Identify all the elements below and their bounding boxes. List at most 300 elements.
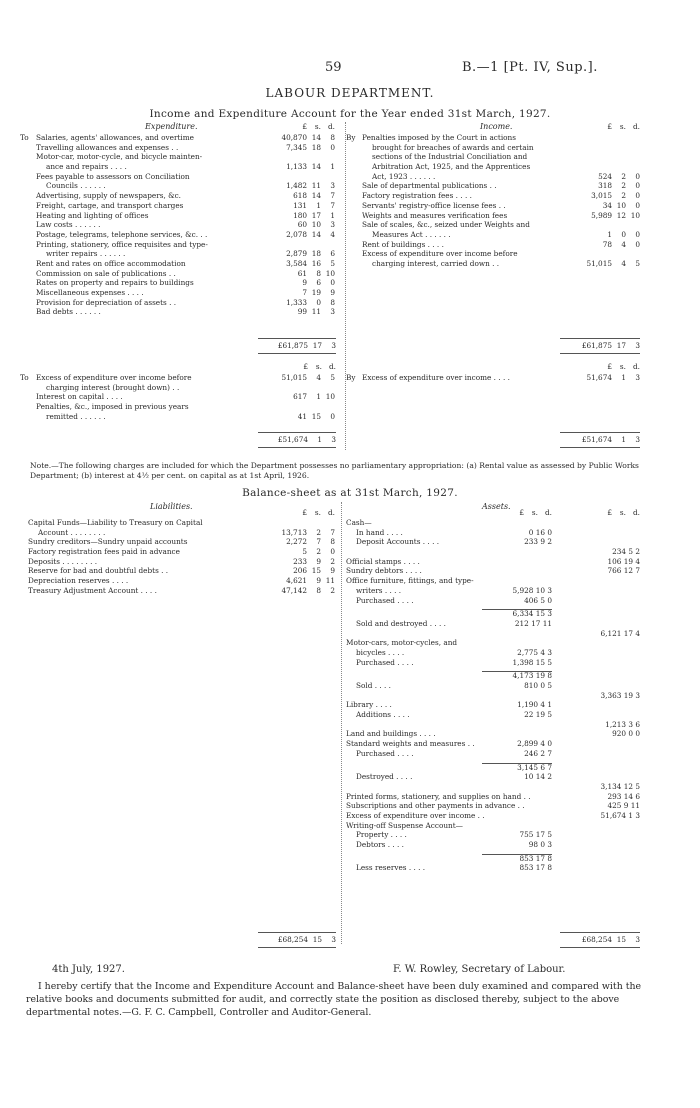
amount-pounds: 7,345 — [286, 142, 307, 152]
row-label: Official stamps . . . . — [346, 556, 420, 566]
account-row — [36, 249, 335, 259]
amount-pounds: 99 — [297, 307, 307, 317]
amount-pence: 0 — [635, 171, 640, 181]
asset-row — [346, 691, 640, 701]
amount-pence: 0 — [330, 411, 335, 421]
outer-amount: 1,213 3 6 — [605, 719, 640, 729]
amount-shillings: 1 — [316, 392, 321, 402]
row-label: Act, 1923 . . . . . . — [372, 171, 436, 181]
amount-pence: 9 — [330, 566, 335, 576]
row-label: Rates on property and repairs to buildings — [36, 278, 194, 288]
row-label: Purchased . . . . — [356, 595, 414, 605]
inc2-total: £51,674 1 3 — [581, 435, 640, 444]
account-row — [362, 172, 640, 182]
row-label: Factory registration fees . . . . — [362, 191, 472, 201]
amount-shillings: 0 — [316, 297, 321, 307]
amount-pence: 3 — [330, 220, 335, 230]
expenditure-heading: Expenditure. — [145, 122, 198, 131]
asset-row — [346, 821, 640, 831]
row-label: Account . . . . . . . . — [38, 527, 106, 537]
account-row — [362, 143, 640, 153]
account-row — [36, 373, 335, 383]
outer-amount: 766 12 7 — [607, 566, 640, 576]
inner-amount: 98 0 3 — [528, 840, 552, 849]
row-label: Capital Funds—Liability to Treasury on Capital — [28, 518, 203, 527]
amount-pounds: 51,015 — [281, 373, 307, 382]
account-row — [36, 220, 335, 230]
row-label: Rent and rates on office accommodation — [36, 258, 186, 268]
row-label: Factory registration fees paid in advance — [28, 547, 180, 557]
department-title: LABOUR DEPARTMENT. — [265, 86, 435, 100]
row-label: ance and repairs . . . . — [46, 162, 127, 172]
amount-shillings: 19 — [311, 288, 321, 297]
amount-pounds: 1,482 — [286, 181, 307, 191]
amount-shillings: 1 — [621, 373, 626, 382]
amount-pounds: 1 — [607, 229, 612, 239]
asset-row — [346, 720, 640, 730]
amount-shillings: 0 — [621, 229, 626, 239]
outer-amount: 234 5 2 — [612, 547, 640, 557]
asset-row — [346, 518, 640, 528]
assets-list — [346, 518, 640, 873]
row-label: Excess of expenditure over income before — [362, 249, 518, 259]
row-label: charging interest, carried down . . — [372, 258, 500, 268]
amount-pence: 0 — [635, 191, 640, 201]
inner-amount: 4,173 19 8 — [512, 671, 552, 681]
row-label: Property . . . . — [356, 830, 407, 840]
row-label: Motor-car, motor-cycle, and bicycle mainten- — [36, 152, 203, 162]
account-row — [36, 259, 335, 269]
asset-row — [346, 710, 640, 720]
row-label: Sundry creditors—Sundry unpaid accounts — [28, 537, 188, 547]
account-row — [36, 201, 335, 211]
income-heading: Income. — [480, 122, 513, 131]
inner-amount: 755 17 5 — [519, 830, 552, 840]
account-row — [36, 307, 335, 317]
row-label: Heating and lighting of offices — [36, 210, 149, 220]
amount-pence: 7 — [330, 191, 335, 201]
amount-shillings: 11 — [311, 181, 321, 191]
amount-shillings: 2 — [316, 527, 321, 537]
liabilities-list — [28, 518, 335, 596]
account-row — [36, 298, 335, 308]
amount-pence: 5 — [330, 258, 335, 268]
amount-pounds: 206 — [293, 566, 307, 576]
amount-pounds: 233 — [293, 556, 307, 566]
amount-shillings: 11 — [311, 307, 321, 317]
total-rule — [560, 353, 640, 354]
inc2-lsd-header: £ s. d. — [607, 362, 640, 371]
row-label: In hand . . . . — [356, 527, 403, 537]
row-label: Purchased . . . . — [356, 657, 414, 667]
inner-amount: 3,145 6 7 — [517, 762, 552, 772]
row-label: Arbitration Act, 1925, and the Apprentices — [372, 162, 531, 172]
row-label: Provision for depreciation of assets . . — [36, 297, 177, 307]
amount-pounds: 78 — [602, 239, 612, 249]
total-rule — [560, 447, 640, 448]
liabilities-heading: Liabilities. — [150, 502, 193, 511]
inner-amount: 406 5 0 — [524, 595, 552, 605]
amount-shillings: 2 — [621, 171, 626, 181]
amount-shillings: 17 — [311, 210, 321, 220]
amount-shillings: 4 — [621, 258, 626, 268]
row-label: Measures Act . . . . . . — [372, 229, 451, 239]
amount-pence: 1 — [330, 162, 335, 172]
row-label: Penalties, &c., imposed in previous years — [36, 402, 189, 412]
row-label: Fees payable to assessors on Conciliation — [36, 171, 190, 181]
amount-shillings: 8 — [316, 585, 321, 595]
outer-amount: 425 9 11 — [607, 801, 640, 811]
liab-lsd-header: £ s. d. — [302, 508, 335, 517]
account-row — [36, 240, 335, 250]
to-prefix: To — [20, 133, 29, 142]
total-rule — [258, 947, 336, 948]
amount-pence: 3 — [330, 307, 335, 317]
account-row — [28, 528, 335, 538]
amount-pence: 10 — [325, 392, 335, 402]
account-row — [28, 576, 335, 586]
account-row — [36, 230, 335, 240]
asset-row — [346, 681, 640, 691]
asset-row — [346, 629, 640, 639]
amount-pence: 3 — [635, 373, 640, 382]
row-label: Servants' registry-office license fees . . — [362, 200, 506, 210]
asset-row — [346, 772, 640, 782]
inner-amount: 212 17 11 — [514, 618, 552, 628]
amount-pounds: 5,989 — [591, 210, 612, 220]
income-expenditure-title: Income and Expenditure Account for the Year ended 31st March, 1927. — [149, 108, 551, 120]
row-label: Purchased . . . . — [356, 748, 414, 758]
document-reference: B.—1 [Pt. IV, Sup.]. — [462, 60, 598, 75]
amount-pounds: 618 — [293, 191, 307, 201]
account-row — [362, 181, 640, 191]
amount-pence: 3 — [330, 181, 335, 191]
inner-amount: 1,398 15 5 — [512, 657, 552, 667]
row-label: Additions . . . . — [356, 710, 410, 720]
account-row — [362, 191, 640, 201]
row-label: Salaries, agents' allowances, and overtime — [36, 133, 194, 142]
row-label: Library . . . . — [346, 700, 392, 710]
asset-row — [346, 566, 640, 576]
account-row — [36, 152, 335, 162]
row-label: Excess of expenditure over income . . . . — [362, 373, 510, 382]
amount-pence: 4 — [330, 229, 335, 239]
account-row — [362, 249, 640, 259]
account-row — [36, 278, 335, 288]
inc-total: £61,875 17 3 — [581, 341, 640, 350]
amount-pounds: 51,674 — [586, 373, 612, 382]
account-row — [362, 220, 640, 230]
balance-sheet-title: Balance-sheet as at 31st March, 1927. — [242, 487, 458, 499]
amount-shillings: 9 — [316, 576, 321, 586]
row-label: Deposits . . . . . . . . — [28, 556, 98, 566]
asset-row — [346, 863, 640, 873]
amount-pounds: 40,870 — [281, 133, 307, 142]
amount-pounds: 7 — [302, 288, 307, 297]
row-label: Commission on sale of publications . . — [36, 268, 176, 278]
amount-shillings: 18 — [311, 142, 321, 152]
amount-pounds: 524 — [598, 171, 612, 181]
row-label: Treasury Adjustment Account . . . . — [28, 585, 157, 595]
row-label: remitted . . . . . . — [46, 411, 106, 421]
account-row — [36, 402, 335, 412]
inner-amount: 2,775 4 3 — [517, 647, 552, 657]
row-label: Reserve for bad and doubtful debts . . — [28, 566, 169, 576]
amount-pounds: 5 — [302, 547, 307, 557]
row-label: Sale of scales, &c., seized under Weights and — [362, 220, 530, 230]
amount-pence: 9 — [330, 288, 335, 297]
total-rule — [258, 432, 336, 433]
account-row — [28, 586, 335, 596]
amount-pence: 10 — [630, 210, 640, 220]
row-label: writers . . . . — [356, 585, 402, 595]
amount-pence: 0 — [635, 229, 640, 239]
account-row — [36, 269, 335, 279]
amount-shillings: 2 — [621, 181, 626, 191]
page-number: 59 — [325, 60, 342, 75]
account-row — [36, 191, 335, 201]
amount-pounds: 180 — [293, 210, 307, 220]
amount-shillings: 4 — [621, 239, 626, 249]
total-rule — [560, 432, 640, 433]
row-label: Rent of buildings . . . . — [362, 239, 444, 249]
amount-pence: 1 — [330, 210, 335, 220]
row-label: Writing-off Suspense Account— — [346, 820, 463, 830]
row-label: brought for breaches of awards and certain — [372, 142, 534, 152]
account-row — [36, 211, 335, 221]
row-label: Sold . . . . — [356, 681, 391, 690]
amount-pence: 7 — [330, 527, 335, 537]
amount-pence: 5 — [635, 258, 640, 268]
signatory: F. W. Rowley, Secretary of Labour. — [393, 964, 566, 975]
outer-amount: 920 0 0 — [612, 729, 640, 739]
outer-amount: 3,134 12 5 — [600, 781, 640, 791]
asset-row — [346, 782, 640, 792]
amount-pounds: 41 — [297, 411, 307, 421]
amount-pounds: 3,015 — [591, 191, 612, 201]
account-row — [36, 392, 335, 402]
asset-row — [346, 537, 640, 547]
account-row — [36, 181, 335, 191]
inner-amount: 853 17 8 — [519, 863, 552, 873]
account-row — [362, 162, 640, 172]
asset-row — [346, 830, 640, 840]
amount-pounds: 4,621 — [286, 576, 307, 586]
total-rule — [258, 932, 336, 933]
amount-pounds: 60 — [297, 220, 307, 230]
amount-pounds: 9 — [302, 278, 307, 288]
amount-shillings: 12 — [616, 210, 626, 220]
amount-pounds: 2,879 — [286, 249, 307, 259]
assets-outer-lsd-header: £ s. d. — [607, 508, 640, 517]
row-label: Sold and destroyed . . . . — [356, 618, 446, 628]
amount-pounds: 617 — [293, 392, 307, 402]
amount-pounds: 61 — [297, 268, 307, 278]
account-row — [28, 518, 335, 528]
row-label: Standard weights and measures . . — [346, 739, 475, 749]
amount-pounds: 13,713 — [281, 527, 307, 537]
row-label: Excess of expenditure over income before — [36, 373, 192, 382]
asset-row — [346, 619, 640, 629]
inc-lsd-header: £ s. d. — [607, 122, 640, 131]
row-label: sections of the Industrial Conciliation and — [372, 152, 528, 162]
exp-total: £61,875 17 3 — [277, 341, 336, 350]
account-row — [36, 133, 335, 143]
row-label: Interest on capital . . . . — [36, 392, 123, 402]
amount-shillings: 15 — [311, 411, 321, 421]
row-label: Weights and measures verification fees — [362, 210, 508, 220]
amount-pence: 0 — [330, 547, 335, 557]
amount-pounds: 131 — [293, 200, 307, 210]
amount-pence: 0 — [635, 181, 640, 191]
amount-pounds: 2,078 — [286, 229, 307, 239]
amount-shillings: 14 — [311, 229, 321, 239]
amount-pence: 8 — [330, 297, 335, 307]
account-row — [36, 143, 335, 153]
exp2-total: £51,674 1 3 — [277, 435, 336, 444]
inner-amount: 246 2 7 — [524, 748, 552, 758]
asset-row — [346, 609, 640, 619]
account-row — [36, 172, 335, 182]
inner-amount: 10 14 2 — [524, 772, 552, 782]
row-label: Bad debts . . . . . . — [36, 307, 101, 317]
row-label: Advertising, supply of newspapers, &c. — [36, 191, 181, 201]
account-row — [28, 566, 335, 576]
asset-row — [346, 749, 640, 759]
outer-amount: 106 19 4 — [607, 556, 640, 566]
amount-pence: 11 — [325, 576, 335, 586]
account-row — [28, 557, 335, 567]
assets-heading: Assets. — [482, 502, 511, 511]
assets-inner-lsd-header: £ s. d. — [519, 508, 552, 517]
amount-shillings: 14 — [311, 162, 321, 172]
account-row — [36, 412, 335, 422]
account-row — [346, 373, 640, 383]
amount-shillings: 8 — [316, 268, 321, 278]
outer-amount: 293 14 6 — [607, 791, 640, 801]
amount-shillings: 2 — [621, 191, 626, 201]
income-list — [346, 133, 640, 269]
amount-shillings: 6 — [316, 278, 321, 288]
amount-pounds: 318 — [598, 181, 612, 191]
account-row — [36, 162, 335, 172]
row-label: Penalties imposed by the Court in actions — [362, 133, 516, 142]
inner-amount: 5,928 10 3 — [512, 585, 552, 595]
outer-amount: 6,121 17 4 — [600, 628, 640, 638]
inner-amount: 810 0 5 — [524, 681, 552, 690]
amount-pence: 2 — [330, 585, 335, 595]
row-label: Motor-cars, motor-cycles, and — [346, 638, 458, 648]
row-label: Sundry debtors . . . . — [346, 566, 422, 576]
outer-amount: 51,674 1 3 — [600, 810, 640, 820]
amount-shillings: 18 — [311, 249, 321, 259]
asset-row — [346, 648, 640, 658]
account-row — [362, 133, 640, 143]
row-label: Sale of departmental publications . . — [362, 181, 497, 191]
amount-pence: 0 — [330, 142, 335, 152]
account-row — [362, 201, 640, 211]
asset-row — [346, 547, 640, 557]
row-label: Office furniture, fittings, and type- — [346, 576, 474, 586]
asset-row — [346, 739, 640, 749]
asset-row — [346, 671, 640, 681]
amount-pence: 7 — [330, 200, 335, 210]
expenditure-list-2: To Excess of expenditure over income before 51,015 4 5 charging interest (brought down) . . Interest on capital . . . . 617 1 10 Penalties, &c., imposed in previous years remitted . . . . . . 41 15 0 — [20, 373, 335, 421]
row-label: Councils . . . . . . — [46, 181, 106, 191]
amount-shillings: 16 — [311, 258, 321, 268]
total-rule — [258, 353, 336, 354]
amount-pence: 0 — [330, 278, 335, 288]
asset-row — [346, 854, 640, 864]
amount-pounds: 1,133 — [286, 162, 307, 172]
asset-row — [346, 792, 640, 802]
asset-row — [346, 729, 640, 739]
amount-pence: 0 — [635, 239, 640, 249]
row-label: Travelling allowances and expenses . . — [36, 142, 179, 152]
account-row — [28, 547, 335, 557]
amount-shillings: 10 — [616, 200, 626, 210]
inner-amount: 1,190 4 1 — [517, 700, 552, 710]
asset-row — [346, 576, 640, 586]
row-label: Miscellaneous expenses . . . . — [36, 288, 144, 297]
amount-shillings: 1 — [316, 200, 321, 210]
asset-row — [346, 840, 640, 850]
assets-total: £68,254 15 3 — [581, 935, 640, 944]
total-rule — [560, 932, 640, 933]
account-row — [362, 240, 640, 250]
amount-shillings: 15 — [311, 566, 321, 576]
amount-pounds: 51,015 — [586, 258, 612, 268]
amount-pence: 10 — [325, 268, 335, 278]
row-label: Freight, cartage, and transport charges — [36, 200, 184, 210]
asset-row — [346, 596, 640, 606]
total-rule — [560, 947, 640, 948]
asset-row — [346, 557, 640, 567]
row-label: Less reserves . . . . — [356, 863, 426, 873]
column-divider — [341, 502, 342, 944]
inner-amount: 233 9 2 — [524, 537, 552, 547]
amount-shillings: 9 — [316, 556, 321, 566]
amount-pence: 8 — [330, 537, 335, 547]
column-divider — [345, 122, 346, 450]
exp-lsd-header: £ s. d. — [302, 122, 335, 131]
row-label: Depreciation reserves . . . . — [28, 576, 129, 586]
account-row — [36, 288, 335, 298]
department-note: Note.—The following charges are included for which the Department possesses no parliamentary appropriation: (a) Rental value as assessed by Public Works Department; (b) interest at 4½ per cent. on capital as at 1st April, 1926. — [30, 461, 639, 480]
inner-amount: 853 17 8 — [519, 853, 552, 863]
audit-certificate: I hereby certify that the Income and Expenditure Account and Balance-sheet have been duly examined and compared with the relative books and documents submitted for audit, and correctly state the position as disclosed thereby, subject to the above departmental notes.—G. F. C. Campbell, Controller and Auditor-General. — [26, 981, 642, 1018]
amount-pence: 2 — [330, 556, 335, 566]
asset-row — [346, 586, 640, 596]
asset-row — [346, 658, 640, 668]
by-prefix: By — [346, 133, 356, 142]
inner-amount: 22 19 5 — [524, 710, 552, 720]
row-label: bicycles . . . . — [356, 647, 405, 657]
amount-shillings: 14 — [311, 133, 321, 142]
row-label: Destroyed . . . . — [356, 772, 413, 782]
asset-row — [346, 811, 640, 821]
asset-row — [346, 528, 640, 538]
account-row — [362, 211, 640, 221]
row-label: Debtors . . . . — [356, 840, 404, 849]
income-list-2: By Excess of expenditure over income . . . . 51,674 1 3 — [346, 373, 640, 382]
amount-pence: 5 — [330, 373, 335, 382]
asset-row — [346, 763, 640, 773]
amount-pence: 0 — [635, 200, 640, 210]
amount-shillings: 14 — [311, 191, 321, 201]
row-label: Cash— — [346, 518, 372, 527]
expenditure-list — [20, 133, 335, 317]
